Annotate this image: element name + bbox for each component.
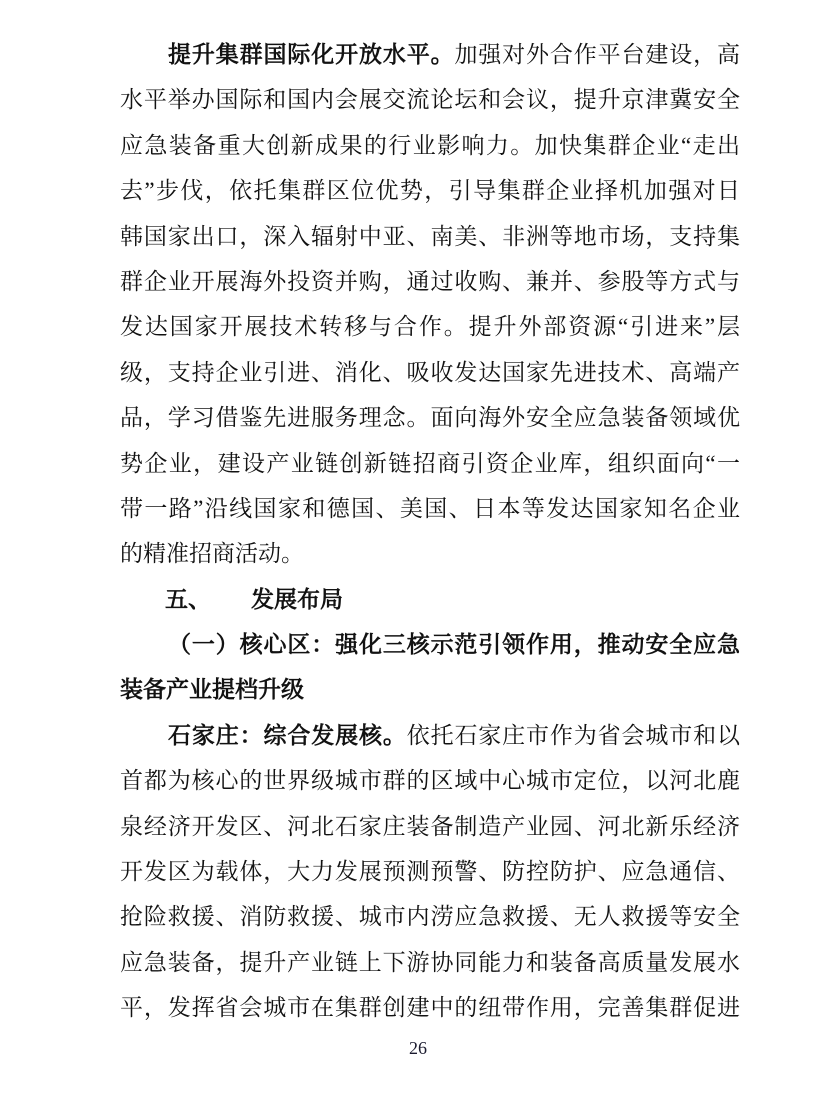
paragraph-line: 带一路”沿线国家和德国、美国、日本等发达国家知名企业 xyxy=(120,495,740,521)
paragraph-line xyxy=(120,32,740,77)
paragraph-line: 级，支持企业引进、消化、吸收发达国家先进技术、高端产 xyxy=(120,359,740,385)
paragraph-line: 势企业，建设产业链创新链招商引资企业库，组织面向“一 xyxy=(120,450,740,476)
paragraph-line: 平，发挥省会城市在集群创建中的纽带作用，完善集群促进 xyxy=(120,995,740,1021)
paragraph-text: 依托石家庄市作为省会城市和以 xyxy=(406,722,740,748)
paragraph-line: 开发区为载体，大力发展预测预警、防控防护、应急通信、 xyxy=(120,859,740,885)
paragraph-line: 品，学习借鉴先进服务理念。面向海外安全应急装备领域优 xyxy=(120,405,740,431)
paragraph-line: 应急装备重大创新成果的行业影响力。加快集群企业“走出 xyxy=(120,132,740,158)
paragraph-text: 加强对外合作平台建设，高 xyxy=(454,42,740,67)
paragraph-line xyxy=(120,713,740,758)
paragraph-line: 泉经济开发区、河北石家庄装备制造产业园、河北新乐经济 xyxy=(120,813,740,839)
paragraph-line: 群企业开展海外投资并购，通过收购、兼并、参股等方式与 xyxy=(120,268,740,294)
paragraph-lead-bold: 提升集群国际化开放水平。 xyxy=(168,42,455,67)
paragraph-line: 韩国家出口，深入辐射中亚、南美、非洲等地市场，支持集 xyxy=(120,223,740,249)
section-heading xyxy=(120,577,740,622)
paragraph-line: 发达国家开展技术转移与合作。提升外部资源“引进来”层 xyxy=(120,314,740,340)
text-block xyxy=(120,32,740,1031)
subsection-heading-line: （一）核心区：强化三核示范引领作用，推动安全应急 xyxy=(168,632,740,658)
paragraph-line: 去”步伐，依托集群区位优势，引导集群企业择机加强对日 xyxy=(120,178,740,204)
section-heading-numeral: 五、 xyxy=(165,585,211,612)
paragraph-line: 应急装备，提升产业链上下游协同能力和装备高质量发展水 xyxy=(120,949,740,975)
subsection-heading-line: 装备产业提档升级 xyxy=(120,677,304,703)
section-heading-title: 发展布局 xyxy=(251,585,343,612)
paragraph-line: 水平举办国际和国内会展交流论坛和会议，提升京津冀安全 xyxy=(120,87,740,113)
paragraph-line: 首都为核心的世界级城市群的区域中心城市定位，以河北鹿 xyxy=(120,768,740,794)
paragraph-line: 的精准招商活动。 xyxy=(120,541,304,567)
paragraph-line: 抢险救援、消防救援、城市内涝应急救援、无人救援等安全 xyxy=(120,904,740,930)
paragraph-lead-bold: 石家庄：综合发展核。 xyxy=(168,722,407,748)
page-number: 26 xyxy=(409,1038,427,1058)
